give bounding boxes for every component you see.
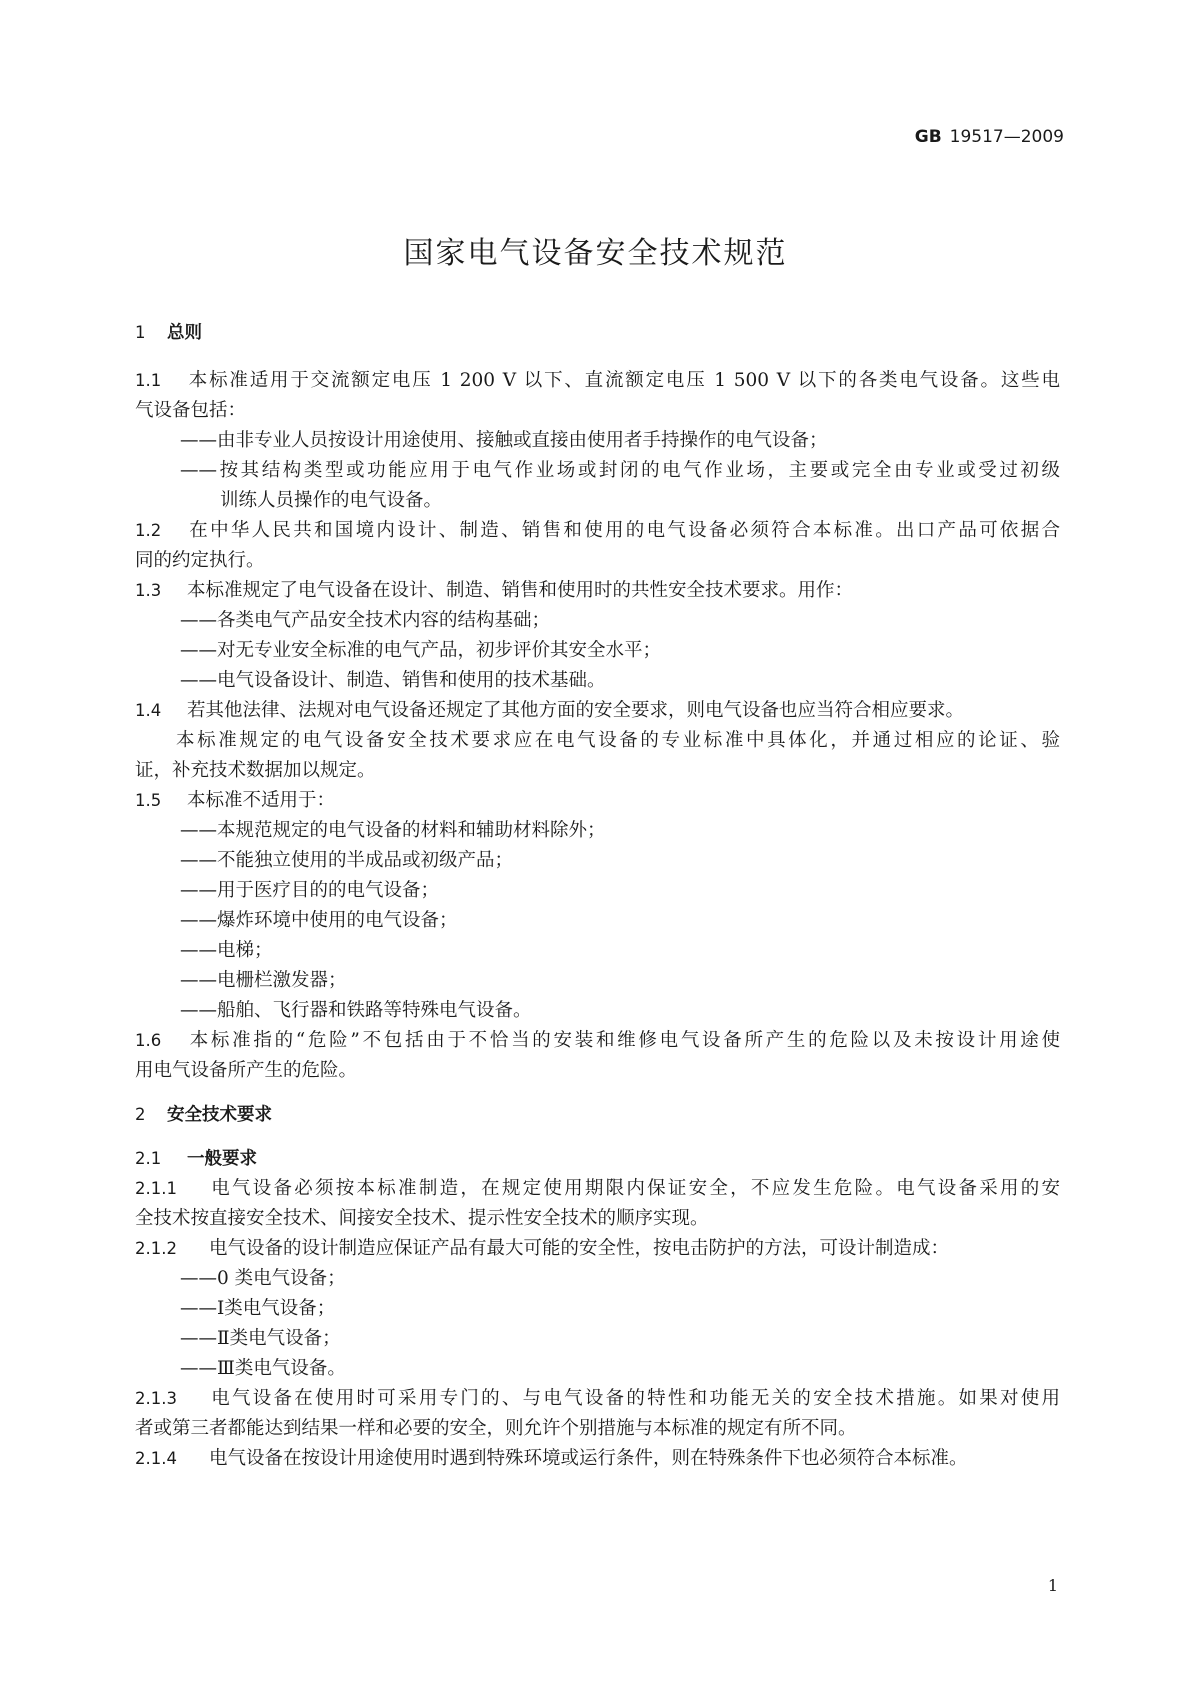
list-item: ——Ⅰ类电气设备； <box>180 1298 336 1319</box>
clause-text: 本标准不适用于： <box>187 790 336 811</box>
list-item: ——电栅栏激发器； <box>180 970 347 991</box>
clause-number: 1.1 <box>135 371 162 390</box>
list-item: ——0 类电气设备； <box>180 1268 346 1289</box>
list-item: ——电气设备设计、制造、销售和使用的技术基础。 <box>180 670 606 691</box>
page-number: 1 <box>1047 1576 1058 1595</box>
clause-2-1-4 <box>135 1444 1060 1474</box>
list-item: ——Ⅱ类电气设备； <box>180 1328 341 1349</box>
clause-text: 电气设备在按设计用途使用时遇到特殊环境或运行条件，则在特殊条件下也必须符合本标准。 <box>209 1448 968 1469</box>
list-item: ——用于医疗目的的电气设备； <box>180 880 440 901</box>
clause-text: 若其他法律、法规对电气设备还规定了其他方面的安全要求，则电气设备也应当符合相应要求。 <box>187 700 965 721</box>
section-2-heading <box>135 1100 1060 1130</box>
clause-text: 电气设备在使用时可采用专门的、与电气设备的特性和功能无关的安全技术措施。如果对使用 <box>209 1388 1060 1409</box>
clause-number: 1.4 <box>135 701 162 720</box>
list-item: ——本规范规定的电气设备的材料和辅助材料除外； <box>180 820 606 841</box>
clause-text: 本标准适用于交流额定电压 1 200 V 以下、直流额定电压 1 500 V 以下的各类电气设备。这些电 <box>187 370 1060 391</box>
clause-text: 电气设备必须按本标准制造，在规定使用期限内保证安全，不应发生危险。电气设备采用的安 <box>209 1178 1060 1199</box>
section-number: 1 <box>135 323 146 342</box>
list-item: ——不能独立使用的半成品或初级产品； <box>180 850 514 871</box>
clause-2-1-2 <box>135 1234 1060 1264</box>
clause-2-1-3-cont: 者或第三者都能达到结果一样和必要的安全，则允许个别措施与本标准的规定有所不同。 <box>135 1418 857 1439</box>
clause-1-6 <box>135 1026 1060 1056</box>
subsection-2-1-heading <box>135 1144 1060 1174</box>
list-item: ——Ⅲ类电气设备。 <box>180 1358 346 1379</box>
list-item: ——船舶、飞行器和铁路等特殊电气设备。 <box>180 1000 532 1021</box>
paragraph: 本标准规定的电气设备安全技术要求应在电气设备的专业标准中具体化，并通过相应的论证、验 <box>176 730 1060 751</box>
paragraph-cont: 证，补充技术数据加以规定。 <box>135 760 376 781</box>
clause-1-3 <box>135 576 1060 606</box>
clause-text: 本标准指的“危险”不包括由于不恰当的安装和维修电气设备所产生的危险以及未按设计用途使 <box>187 1030 1060 1051</box>
section-title: 总则 <box>167 323 202 343</box>
clause-number: 1.5 <box>135 791 162 810</box>
clause-text: 在中华人民共和国境内设计、制造、销售和使用的电气设备必须符合本标准。出口产品可依据合 <box>187 520 1060 541</box>
clause-1-4 <box>135 696 1060 726</box>
clause-1-6-cont: 用电气设备所产生的危险。 <box>135 1060 358 1081</box>
clause-number: 2.1.3 <box>135 1389 177 1408</box>
document-body <box>135 318 1060 1474</box>
list-item: ——由非专业人员按设计用途使用、接触或直接由使用者手持操作的电气设备； <box>180 430 828 451</box>
document-title: 国家电气设备安全技术规范 <box>403 236 788 271</box>
standard-number: 19517—2009 <box>949 127 1064 147</box>
clause-number: 1.2 <box>135 521 162 540</box>
list-item: ——按其结构类型或功能应用于电气作业场或封闭的电气作业场，主要或完全由专业或受过初级 <box>180 460 1060 481</box>
clause-1-1 <box>135 366 1060 396</box>
clause-number: 2.1.4 <box>135 1449 177 1468</box>
standard-code <box>915 127 1064 147</box>
clause-1-2-cont: 同的约定执行。 <box>135 550 265 571</box>
clause-text: 电气设备的设计制造应保证产品有最大可能的安全性，按电击防护的方法，可设计制造成： <box>209 1238 950 1259</box>
clause-2-1-1 <box>135 1174 1060 1204</box>
section-1-heading <box>135 318 1060 348</box>
subsection-number: 2.1 <box>135 1149 162 1168</box>
list-item: ——爆炸环境中使用的电气设备； <box>180 910 458 931</box>
clause-number: 1.3 <box>135 581 162 600</box>
clause-number: 2.1.1 <box>135 1179 177 1198</box>
list-item: ——电梯； <box>180 940 273 961</box>
clause-1-2 <box>135 516 1060 546</box>
list-item-cont: 训练人员操作的电气设备。 <box>220 490 443 511</box>
clause-1-1-cont: 气设备包括： <box>135 400 247 421</box>
clause-number: 2.1.2 <box>135 1239 177 1258</box>
clause-number: 1.6 <box>135 1031 162 1050</box>
section-number: 2 <box>135 1105 146 1124</box>
clause-text: 本标准规定了电气设备在设计、制造、销售和使用时的共性安全技术要求。用作： <box>187 580 854 601</box>
clause-1-5 <box>135 786 1060 816</box>
clause-2-1-1-cont: 全技术按直接安全技术、间接安全技术、提示性安全技术的顺序实现。 <box>135 1208 709 1229</box>
standard-prefix: GB <box>914 127 942 147</box>
list-item: ——各类电气产品安全技术内容的结构基础； <box>180 610 551 631</box>
list-item: ——对无专业安全标准的电气产品，初步评价其安全水平； <box>180 640 662 661</box>
clause-2-1-3 <box>135 1384 1060 1414</box>
section-title: 安全技术要求 <box>167 1105 272 1125</box>
subsection-title: 一般要求 <box>187 1149 257 1169</box>
